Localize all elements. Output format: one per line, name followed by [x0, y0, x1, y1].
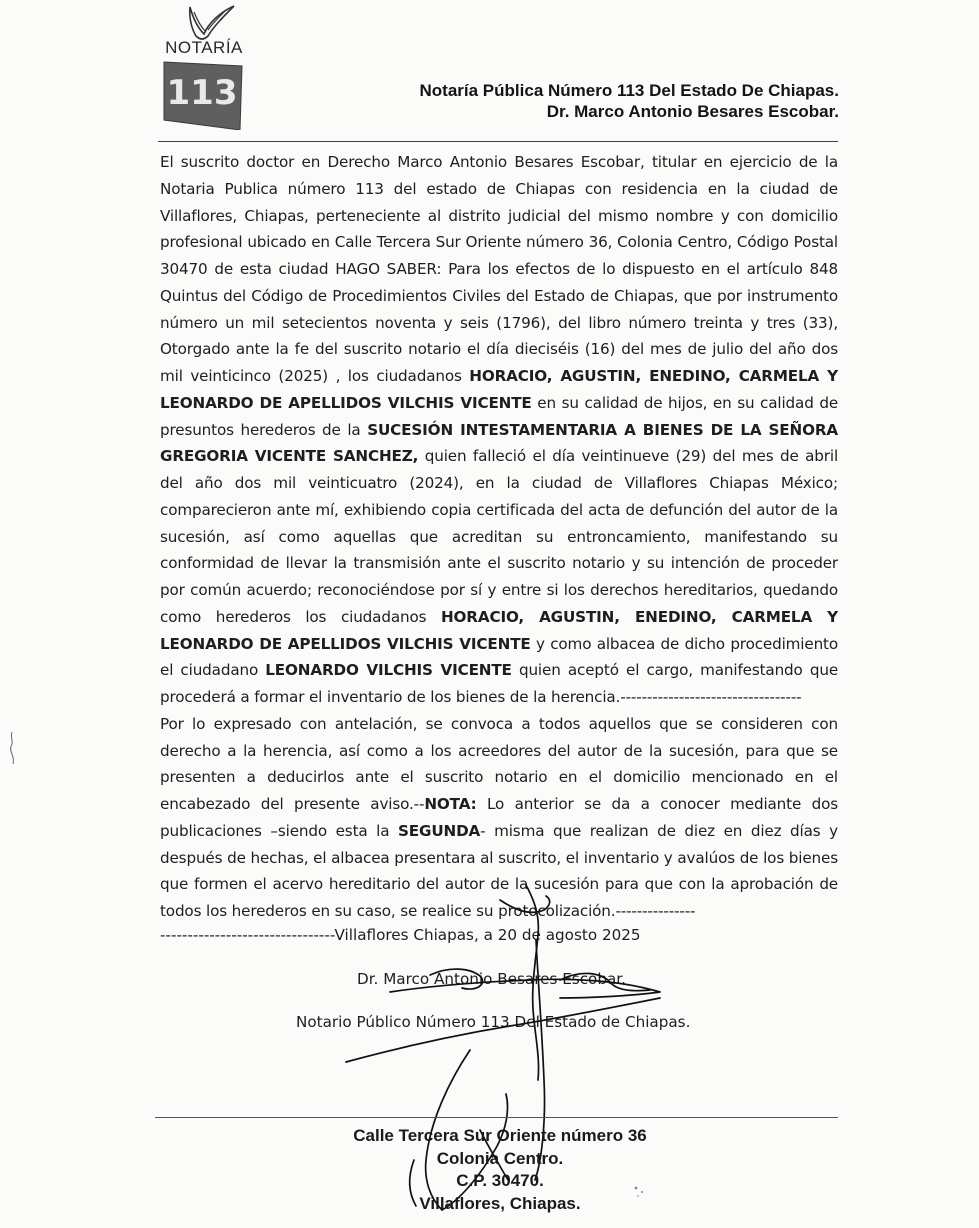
address-colony: Colonia Centro.	[436, 1148, 564, 1168]
scan-speck	[6, 730, 22, 766]
signer-title: Notario Público Número 113 Del Estado de Chiapas.	[296, 1013, 691, 1031]
bold-succession-title: SUCESIÓN INTESTAMENTARIA A BIENES DE LA SEÑORA GREGORIA VICENTE SANCHEZ,	[160, 420, 839, 466]
bold-nota-label: NOTA:	[424, 795, 477, 813]
footer-address	[330, 1125, 670, 1215]
bold-heirs-names-2: HORACIO, AGUSTIN, ENEDINO, CARMELA Y LEONARDO DE APELLIDOS VILCHIS VICENTE	[160, 607, 838, 653]
logo-word: NOTARÍA	[165, 38, 243, 57]
place-date-line: --------------------------------Villaflores Chiapas, a 20 de agosto 2025	[160, 926, 641, 944]
notary-logo	[160, 4, 248, 130]
footer-divider	[155, 1117, 838, 1118]
notice-body	[160, 149, 838, 925]
signer-name: Dr. Marco Antonio Besares Escobar.	[357, 970, 626, 988]
paragraph-1	[160, 149, 838, 711]
text-run: quien aceptó el cargo, manifestando que procederá a formar el inventario de los bienes de la herencia.----------------------------------	[160, 661, 839, 706]
text-run: Lo anterior se da a conocer mediante dos publicaciones –siendo esta la	[160, 795, 838, 840]
text-run: quien falleció el día veintinueve (29) del mes de abril del año dos mil veinticuatro (2024), en la ciudad de Villaflores Chiapas México; comparecieron ante mí, exhibiendo copia certificada del acta de defunción del autor de la sucesión, así como aquellas que acreditan su entroncamiento, manifestando su conformidad de llevar la transmisión ante el suscrito notario y su intención de proceder por común acuerdo; reconociéndose por sí y entre si los derechos hereditarios, quedando como herederos los ciudadanos	[160, 447, 839, 626]
text-run: - misma que realizan de diez en diez días y después de hechas, el albacea presentara al suscrito, el inventario y avalúos de los bienes que formen el acervo hereditario del autor de la sucesión para que con la aprobación de todos los herederos en su caso, se realice su protocolización.---------------	[160, 821, 838, 920]
header-divider	[158, 141, 838, 142]
text-run: y como albacea de dicho procedimiento el ciudadano	[160, 634, 838, 680]
text-run: Por lo expresado con antelación, se convoca a todos aquellos que se consideren con derecho a la herencia, así como a los acreedores del autor de la sucesión, para que se presenten a deducirlos ante el suscrito notario en el domicilio mencionado en el encabezado del presente aviso.--	[160, 714, 838, 813]
logo-number: 113	[166, 73, 238, 113]
address-street: Calle Tercera Sur Oriente número 36	[353, 1126, 647, 1145]
notary-header	[420, 80, 839, 122]
bold-executor-name: LEONARDO VILCHIS VICENTE	[265, 661, 512, 680]
text-run: El suscrito doctor en Derecho Marco Antonio Besares Escobar, titular en ejercicio de la Notaria Publica número 113 del estado de Chiapas con residencia en la ciudad de Villaflores, Chiapas, perteneciente al distrito judicial del mismo nombre y con domicilio profesional ubicado en Calle Tercera Sur Oriente número 36, Colonia Centro, Código Postal 30470 de esta ciudad HAGO SABER: Para los efectos de lo dispuesto en el artículo 848 Quintus del Código de Procedimientos Civiles del Estado de Chiapas, que por instrumento número un mil setecientos noventa y seis (1796), del libro número treinta y tres (33), Otorgado ante la fe del suscrito notario el día dieciséis (16) del mes de julio del año dos mil veinticinco (2025) , los ciudadanos	[160, 153, 838, 385]
address-postal-code: C.P. 30470.	[456, 1171, 544, 1190]
address-city: Villaflores, Chiapas.	[419, 1193, 581, 1213]
bold-heirs-names: HORACIO, AGUSTIN, ENEDINO, CARMELA Y LEONARDO DE APELLIDOS VILCHIS VICENTE	[160, 367, 839, 412]
scan-speck	[628, 1180, 650, 1202]
bold-segunda: SEGUNDA	[398, 821, 481, 840]
header-notary-name: Dr. Marco Antonio Besares Escobar.	[546, 102, 839, 121]
logo-number-block	[160, 4, 248, 130]
text-run: en su calidad de hijos, en su calidad de presuntos herederos de la	[160, 393, 839, 439]
header-title: Notaría Pública Número 113 Del Estado De Chiapas.	[419, 81, 839, 100]
